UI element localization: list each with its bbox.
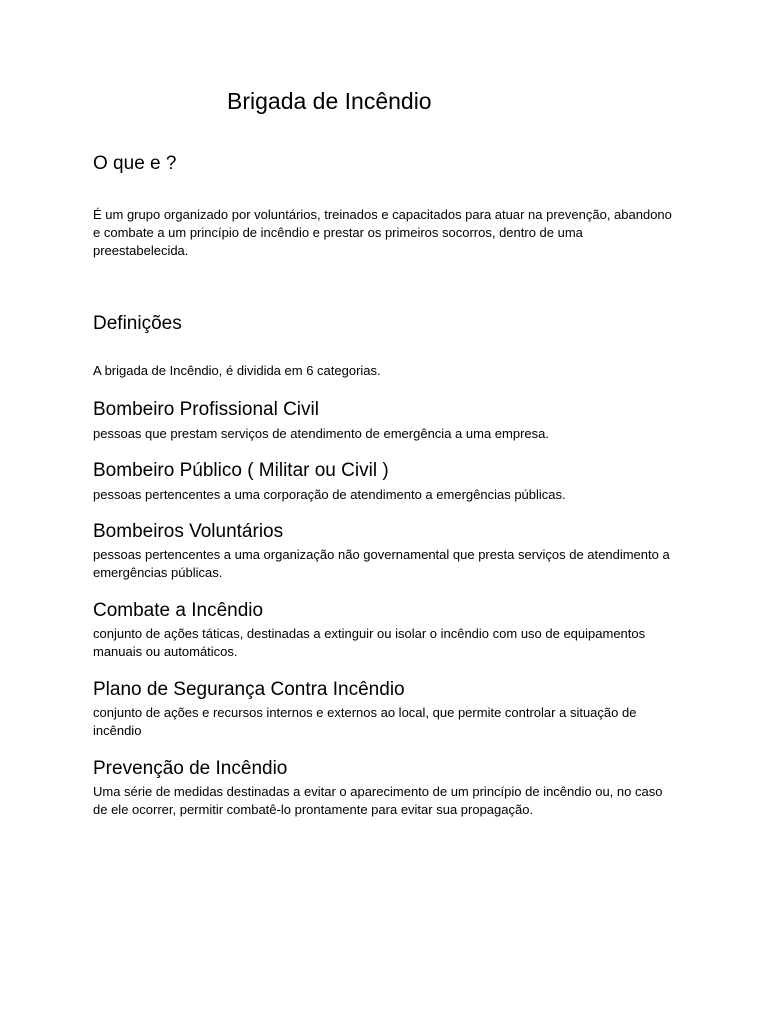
category-heading-prevencao-de-incendio: Prevenção de Incêndio [93,758,288,779]
category-text-prevencao-de-incendio: Uma série de medidas destinadas a evitar o aparecimento de um princípio de incêndio ou, no caso de ele ocorrer, permitir combatê-lo prontamente para evitar sua propagação. [93,784,663,817]
category-text-bombeiro-publico: pessoas pertencentes a uma corporação de atendimento a emergências públicas. [93,487,566,502]
category-heading-bombeiro-profissional-civil: Bombeiro Profissional Civil [93,399,319,420]
category-heading-bombeiro-publico: Bombeiro Público ( Militar ou Civil ) [93,460,389,481]
category-text-bombeiros-voluntarios: pessoas pertencentes a uma organização não governamental que presta serviços de atendimento a emergências públicas. [93,547,670,580]
category-heading-plano-de-seguranca: Plano de Segurança Contra Incêndio [93,679,405,700]
category-text-bombeiro-profissional-civil: pessoas que prestam serviços de atendimento de emergência a uma empresa. [93,426,549,441]
category-text-plano-de-seguranca: conjunto de ações e recursos internos e externos ao local, que permite controlar a situação de incêndio [93,705,637,738]
intro-heading: O que e ? [93,153,177,174]
category-heading-bombeiros-voluntarios: Bombeiros Voluntários [93,521,284,542]
page-title: Brigada de Incêndio [227,88,432,114]
category-text-combate-a-incendio: conjunto de ações táticas, destinadas a extinguir ou isolar o incêndio com uso de equipamentos manuais ou automáticos. [93,626,646,659]
definitions-text: A brigada de Incêndio, é dividida em 6 categorias. [93,363,381,378]
definitions-heading: Definições [93,313,182,334]
category-heading-combate-a-incendio: Combate a Incêndio [93,600,264,621]
intro-text: É um grupo organizado por voluntários, treinados e capacitados para atuar na prevenção, abandono e combate a um princípio de incêndio e prestar os primeiros socorros, dentro de uma preestabelecida. [93,207,672,258]
